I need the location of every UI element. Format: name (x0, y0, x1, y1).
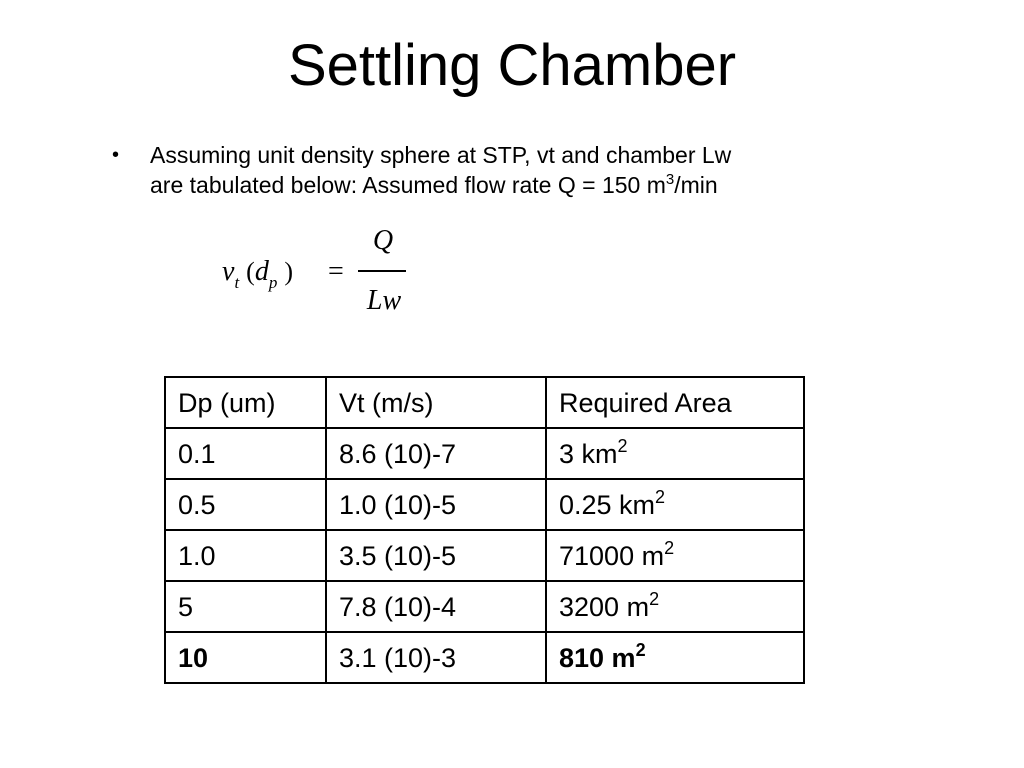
eq-sub-p: p (268, 273, 278, 292)
cell-vt: 3.1 (10)-3 (326, 632, 546, 683)
eq-equals-sign: = (328, 256, 344, 287)
eq-denominator: Lw (366, 285, 402, 316)
eq-fraction-bar (358, 270, 406, 272)
cell-area-exponent: 2 (635, 639, 646, 660)
bullet-text (150, 140, 890, 200)
table-row-highlighted (165, 632, 804, 683)
eq-open-paren: ( (246, 257, 255, 286)
cell-area (546, 428, 804, 479)
cell-area-value: 3 km (559, 438, 618, 469)
cell-vt: 7.8 (10)-4 (326, 581, 546, 632)
cell-area (546, 581, 804, 632)
cell-area-exponent: 2 (655, 486, 666, 507)
bullet-line-1: Assuming unit density sphere at STP, vt and chamber Lw (150, 142, 732, 168)
eq-sub-t: t (234, 273, 240, 292)
eq-d: d (254, 256, 269, 287)
cell-area-value: 3200 m (559, 591, 650, 622)
cell-area (546, 632, 804, 683)
table-row (165, 530, 804, 581)
cell-dp: 5 (165, 581, 326, 632)
table-row (165, 581, 804, 632)
header-dp: Dp (um) (165, 377, 326, 428)
cell-vt: 3.5 (10)-5 (326, 530, 546, 581)
cell-area (546, 530, 804, 581)
settling-table (164, 376, 805, 684)
settling-velocity-equation (222, 222, 422, 322)
cell-dp: 10 (165, 632, 326, 683)
eq-numerator: Q (372, 225, 394, 256)
bullet-dot: • (112, 144, 120, 166)
cell-dp: 1.0 (165, 530, 326, 581)
table-row (165, 479, 804, 530)
bullet-line-2-suffix: /min (674, 172, 718, 198)
slide-title: Settling Chamber (287, 33, 737, 98)
equation-lhs (222, 255, 293, 300)
cell-area-exponent: 2 (649, 588, 660, 609)
bullet-line-2-text: are tabulated below: Assumed flow rate Q = 150 m (150, 172, 666, 198)
eq-v: v (222, 256, 235, 287)
table-row (165, 428, 804, 479)
cell-area-value: 71000 m (559, 540, 665, 571)
cell-area (546, 479, 804, 530)
cell-dp: 0.5 (165, 479, 326, 530)
cell-vt: 8.6 (10)-7 (326, 428, 546, 479)
cell-dp: 0.1 (165, 428, 326, 479)
bullet-line-2-superscript: 3 (665, 171, 675, 188)
eq-close-paren: ) (284, 257, 294, 286)
header-required-area: Required Area (546, 377, 804, 428)
cell-vt: 1.0 (10)-5 (326, 479, 546, 530)
cell-area-exponent: 2 (664, 537, 675, 558)
cell-area-exponent: 2 (617, 435, 628, 456)
cell-area-value: 810 m (559, 642, 636, 673)
bullet-line-2 (150, 170, 890, 200)
header-vt: Vt (m/s) (326, 377, 546, 428)
cell-area-value: 0.25 km (559, 489, 656, 520)
table-header-row (165, 377, 804, 428)
